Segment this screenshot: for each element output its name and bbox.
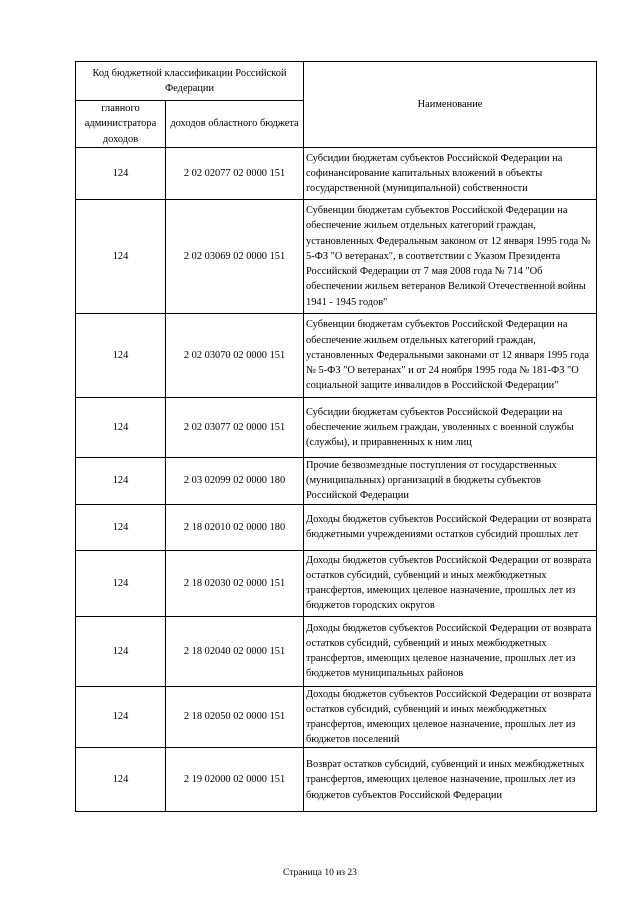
cell-administrator-code: 124 <box>76 200 166 314</box>
cell-description: Субсидии бюджетам субъектов Российской Федерации на обеспечение жильем граждан, уволенных с военной службы (службы), и приравненных к ним лиц <box>304 398 597 458</box>
table-row <box>76 314 597 398</box>
cell-administrator-code: 124 <box>76 686 166 748</box>
cell-administrator-code: 124 <box>76 458 166 505</box>
cell-administrator-code: 124 <box>76 616 166 686</box>
cell-budget-code: 2 18 02050 02 0000 151 <box>166 686 304 748</box>
table-row <box>76 148 597 200</box>
table-row <box>76 458 597 505</box>
cell-description: Субвенции бюджетам субъектов Российской Федерации на обеспечение жильем отдельных категорий граждан, установленных Федеральными законами от 12 января 1995 года № 5-ФЗ "О ветеранах" и от 24 ноября 1995 года № 181-ФЗ "О социальной защите инвалидов в Российской Федерации" <box>304 314 597 398</box>
table-row <box>76 686 597 748</box>
cell-description: Доходы бюджетов субъектов Российской Федерации от возврата остатков субсидий, субвенций и иных межбюджетных трансфертов, имеющих целевое назначение, прошлых лет из бюджетов поселений <box>304 686 597 748</box>
header-name: Наименование <box>304 62 597 148</box>
cell-budget-code: 2 02 03070 02 0000 151 <box>166 314 304 398</box>
page-number: Страница 10 из 23 <box>283 868 357 878</box>
cell-administrator-code: 124 <box>76 148 166 200</box>
header-classification-code: Код бюджетной классификации Российской Федерации <box>76 62 304 101</box>
table-row <box>76 504 597 550</box>
table-row <box>76 616 597 686</box>
cell-budget-code: 2 02 02077 02 0000 151 <box>166 148 304 200</box>
cell-description: Доходы бюджетов субъектов Российской Федерации от возврата остатков субсидий, субвенций и иных межбюджетных трансфертов, имеющих целевое назначение, прошлых лет из бюджетов городских округов <box>304 550 597 616</box>
cell-administrator-code: 124 <box>76 398 166 458</box>
cell-description: Субвенции бюджетам субъектов Российской Федерации на обеспечение жильем отдельных категорий граждан, установленных Федеральным законом от 12 января 1995 года № 5-ФЗ "О ветеранах", в соответствии с Указом Президента Российской Федерации от 7 мая 2008 года № 714 "Об обеспечении жильем ветеранов Великой Отечественной войны 1941 - 1945 годов" <box>304 200 597 314</box>
cell-budget-code: 2 02 03069 02 0000 151 <box>166 200 304 314</box>
cell-description: Доходы бюджетов субъектов Российской Федерации от возврата остатков субсидий, субвенций и иных межбюджетных трансфертов, имеющих целевое назначение, прошлых лет из бюджетов муниципальных районов <box>304 616 597 686</box>
cell-budget-code: 2 18 02040 02 0000 151 <box>166 616 304 686</box>
cell-budget-code: 2 19 02000 02 0000 151 <box>166 748 304 812</box>
cell-administrator-code: 124 <box>76 550 166 616</box>
cell-description: Возврат остатков субсидий, субвенций и иных межбюджетных трансфертов, имеющих целевое назначение, прошлых лет из бюджетов субъектов Российской Федерации <box>304 748 597 812</box>
cell-administrator-code: 124 <box>76 314 166 398</box>
budget-classification-table <box>75 61 597 812</box>
cell-budget-code: 2 02 03077 02 0000 151 <box>166 398 304 458</box>
cell-administrator-code: 124 <box>76 748 166 812</box>
cell-budget-code: 2 18 02010 02 0000 180 <box>166 504 304 550</box>
cell-budget-code: 2 03 02099 02 0000 180 <box>166 458 304 505</box>
cell-description: Субсидии бюджетам субъектов Российской Федерации на софинансирование капитальных вложений в объекты государственной (муниципальной) собственности <box>304 148 597 200</box>
cell-description: Доходы бюджетов субъектов Российской Федерации от возврата бюджетными учреждениями остатков субсидий прошлых лет <box>304 504 597 550</box>
cell-budget-code: 2 18 02030 02 0000 151 <box>166 550 304 616</box>
header-main-administrator: главного администратора доходов <box>76 101 166 148</box>
table-row <box>76 550 597 616</box>
header-regional-budget-income: доходов областного бюджета <box>166 101 304 148</box>
table-row <box>76 200 597 314</box>
table-row <box>76 748 597 812</box>
cell-description: Прочие безвозмездные поступления от государственных (муниципальных) организаций в бюджеты субъектов Российской Федерации <box>304 458 597 505</box>
table-row <box>76 398 597 458</box>
cell-administrator-code: 124 <box>76 504 166 550</box>
